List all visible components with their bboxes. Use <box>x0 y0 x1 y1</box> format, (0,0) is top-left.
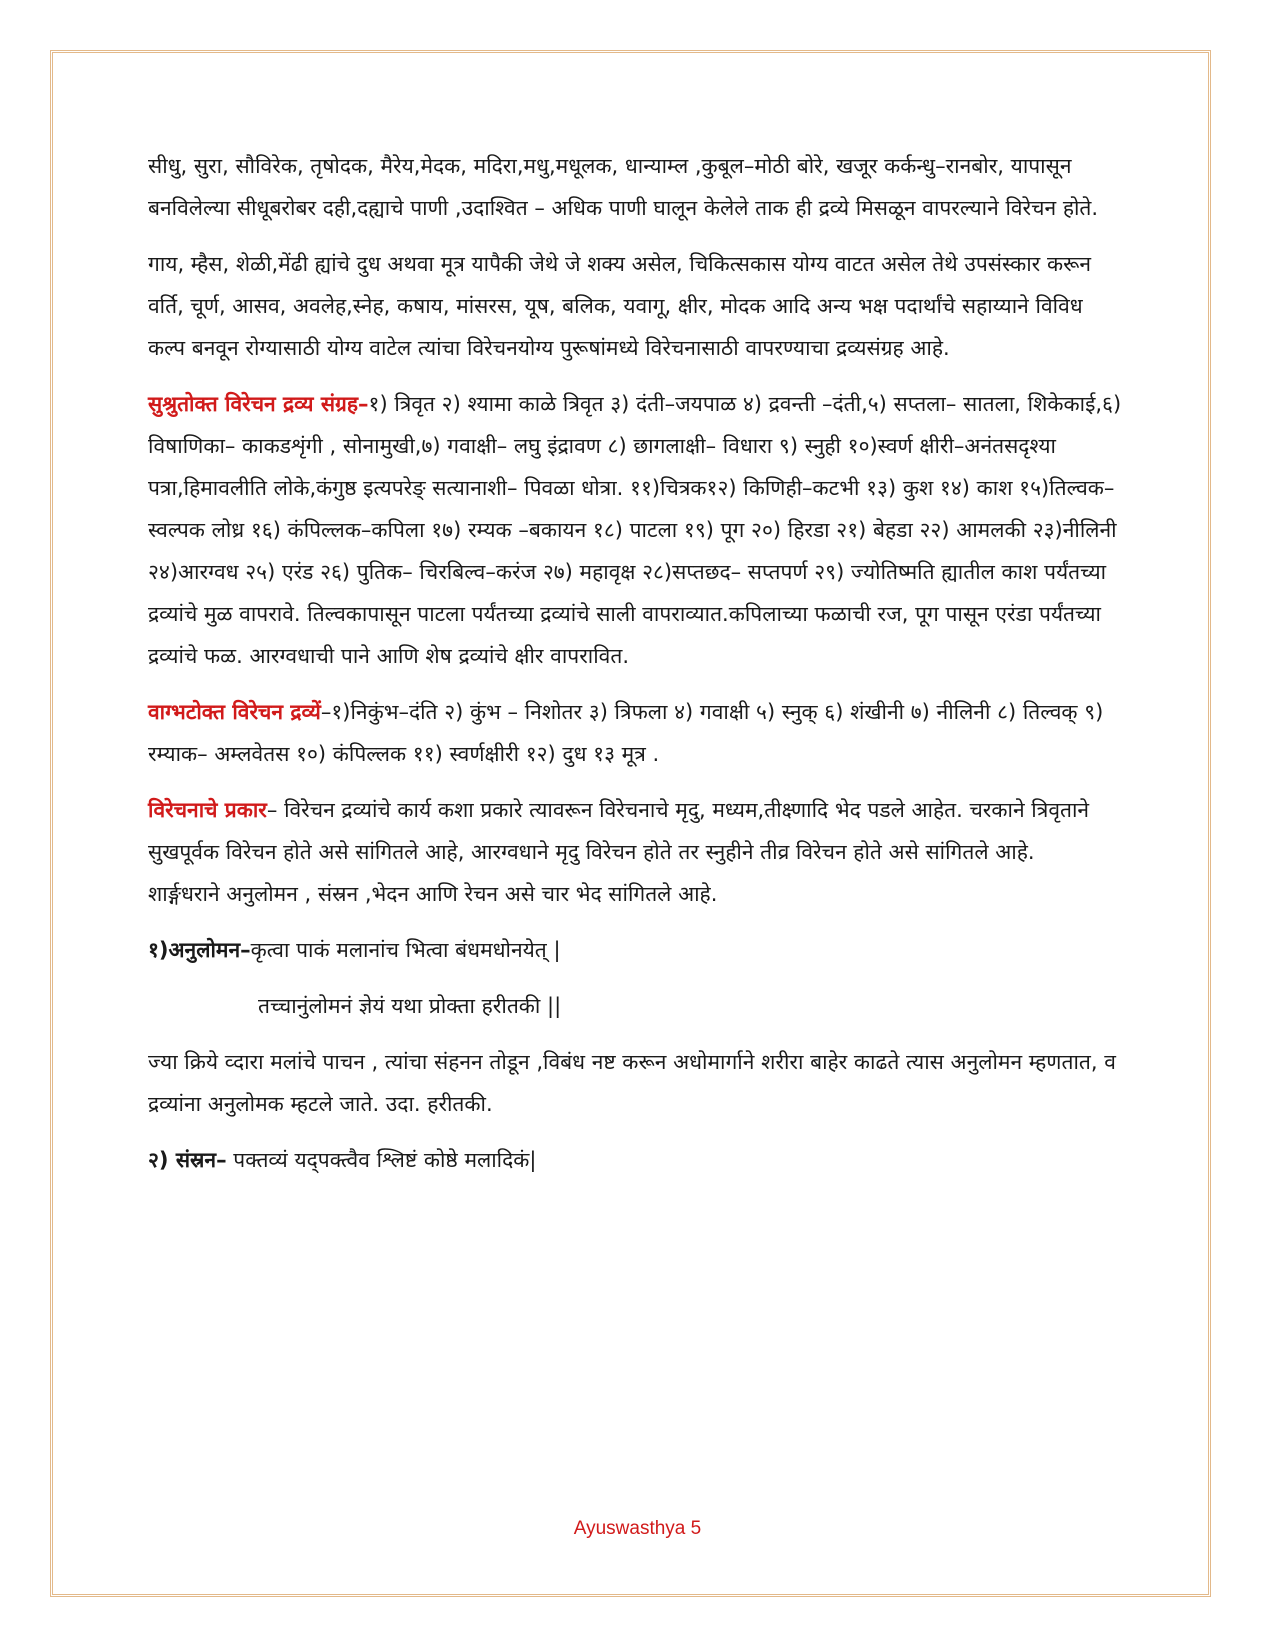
paragraph-sushruta <box>148 383 1123 677</box>
heading-types: विरेचनाचे प्रकार <box>148 798 267 822</box>
sransana-shloka: पक्तव्यं यद्पक्त्वैव श्लिष्टं कोष्ठे मलादिकं| <box>226 1148 537 1172</box>
paragraph-milk-urine: गाय, म्हैस, शेळी,मेंढी ह्यांचे दुध अथवा मूत्र यापैकी जेथे जे शक्य असेल, चिकित्सकास योग्य वाटत असेल तेथे उपसंस्कार करून वर्ति, चूर्ण, आसव, अवलेह,स्नेह, कषाय, मांसरस, यूष, बलिक, यवागू, क्षीर, मोदक आदि अन्य भक्ष पदार्थांचे सहाय्याने विविध कल्प बनवून रोग्यासाठी योग्य वाटेल त्यांचा विरेचनयोग्य पुरूषांमध्ये विरेचनासाठी वापरण्याचा द्रव्यसंग्रह आहे. <box>148 252 1092 360</box>
page-footer: Ayuswasthya 5 <box>573 1518 702 1539</box>
anulomana-shloka-2: तच्चानुंलोमनं ज्ञेयं यथा प्रोक्ता हरीतकी || <box>258 994 562 1018</box>
paragraph-sransana <box>148 1139 1123 1181</box>
types-text: – विरेचन द्रव्यांचे कार्य कशा प्रकारे त्यावरून विरेचनाचे मृदु, मध्यम,तीक्ष्णादि भेद पडले आहेत. चरकाने त्रिवृताने सुखपूर्वक विरेचन होते असे सांगितले आहे, आरग्वधाने मृदु विरेचन होते तर स्नुहीने तीव्र विरेचन होते असे सांगितले आहे. <box>148 798 1090 864</box>
paragraph-types <box>148 789 1123 873</box>
page-content <box>148 145 1123 1181</box>
paragraph-vagbhata <box>148 691 1123 775</box>
paragraph-sharngadhara: शार्ङ्गधराने अनुलोमन , संस्रन ,भेदन आणि रेचन असे चार भेद सांगितले आहे. <box>148 882 718 906</box>
heading-vagbhata: वाग्भटोक्त विरेचन द्रव्यें <box>148 700 321 724</box>
paragraph-sidhu: सीधु, सुरा, सौविरेक, तृषोदक, मैरेय,मेदक, मदिरा,मधु,मधूलक, धान्याम्ल ,कुबूल–मोठी बोरे, खजूर कर्कन्धु–रानबोर, यापासून बनविलेल्या सीधूबरोबर दही,दह्याचे पाणी ,उदाश्वित – अधिक पाणी घालून केलेले ताक ही द्रव्ये मिसळून वापरल्याने विरेचन होते. <box>148 154 1099 220</box>
heading-sransana: २) संस्रन– <box>148 1148 227 1172</box>
paragraph-anulomana-meaning: ज्या क्रिये व्दारा मलांचे पाचन , त्यांचा संहनन तोडून ,विबंध नष्ट करून अधोमार्गाने शरीरा बाहेर काढते त्यास अनुलोमन म्हणतात, व द्रव्यांना अनुलोमक म्हटले जाते. उदा. हरीतकी. <box>148 1050 1116 1116</box>
heading-anulomana: १)अनुलोमन– <box>148 938 251 962</box>
paragraph-anulomana <box>148 929 1123 971</box>
heading-sushruta: सुश्रुतोक्त विरेचन द्रव्य संग्रह– <box>148 392 369 416</box>
sushruta-list: १) त्रिवृत २) श्यामा काळे त्रिवृत ३) दंती–जयपाळ ४) द्रवन्ती –दंती,५) सप्तला– सातला, शिकेकाई,६) विषाणिका– काकडशृंगी , सोनामुखी,७) गवाक्षी– लघु इंद्रावण ८) छागलाक्षी– विधारा ९) स्नुही १०)स्वर्ण क्षीरी–अनंतसदृश्या पत्रा,हिमावलीति लोके,कंगुष्ठ इत्यपरेङ् सत्यानाशी– पिवळा धोत्रा. ११)चित्रक१२) किणिही–कटभी १३) कुश १४) काश १५)तिल्वक–स्वल्पक लोध्र १६) कंपिल्लक–कपिला १७) रम्यक –बकायन १८) पाटला १९) पूग २०) हिरडा २१) बेहडा २२) आमलकी २३)नीलिनी २४)आरग्वध २५) एरंड २६) पुतिक– चिरबिल्व–करंज २७) महावृक्ष २८)सप्तछद– सप्तपर्ण २९) ज्योतिष्मति ह्यातील काश पर्यंतच्या द्रव्यांचे मुळ वापरावे. तिल्वकापासून पाटला पर्यंतच्या द्रव्यांचे साली वापराव्यात.कपिलाच्या फळाची रज, पूग पासून एरंडा पर्यंतच्या द्रव्यांचे फळ. आरग्वधाची पाने आणि शेष द्रव्यांचे क्षीर वापरावित. <box>148 392 1122 668</box>
anulomana-shloka-1: कृत्वा पाकं मलानांच भित्वा बंधमधोनयेत् | <box>250 938 561 962</box>
vagbhata-list: –१)निकुंभ–दंति २) कुंभ – निशोतर ३) त्रिफला ४) गवाक्षी ५) स्नुक् ६) शंखीनी ७) नीलिनी ८) तिल्वक् ९) रम्याक– अम्लवेतस १०) कंपिल्लक ११) स्वर्णक्षीरी १२) दुध १३ मूत्र . <box>148 700 1104 766</box>
